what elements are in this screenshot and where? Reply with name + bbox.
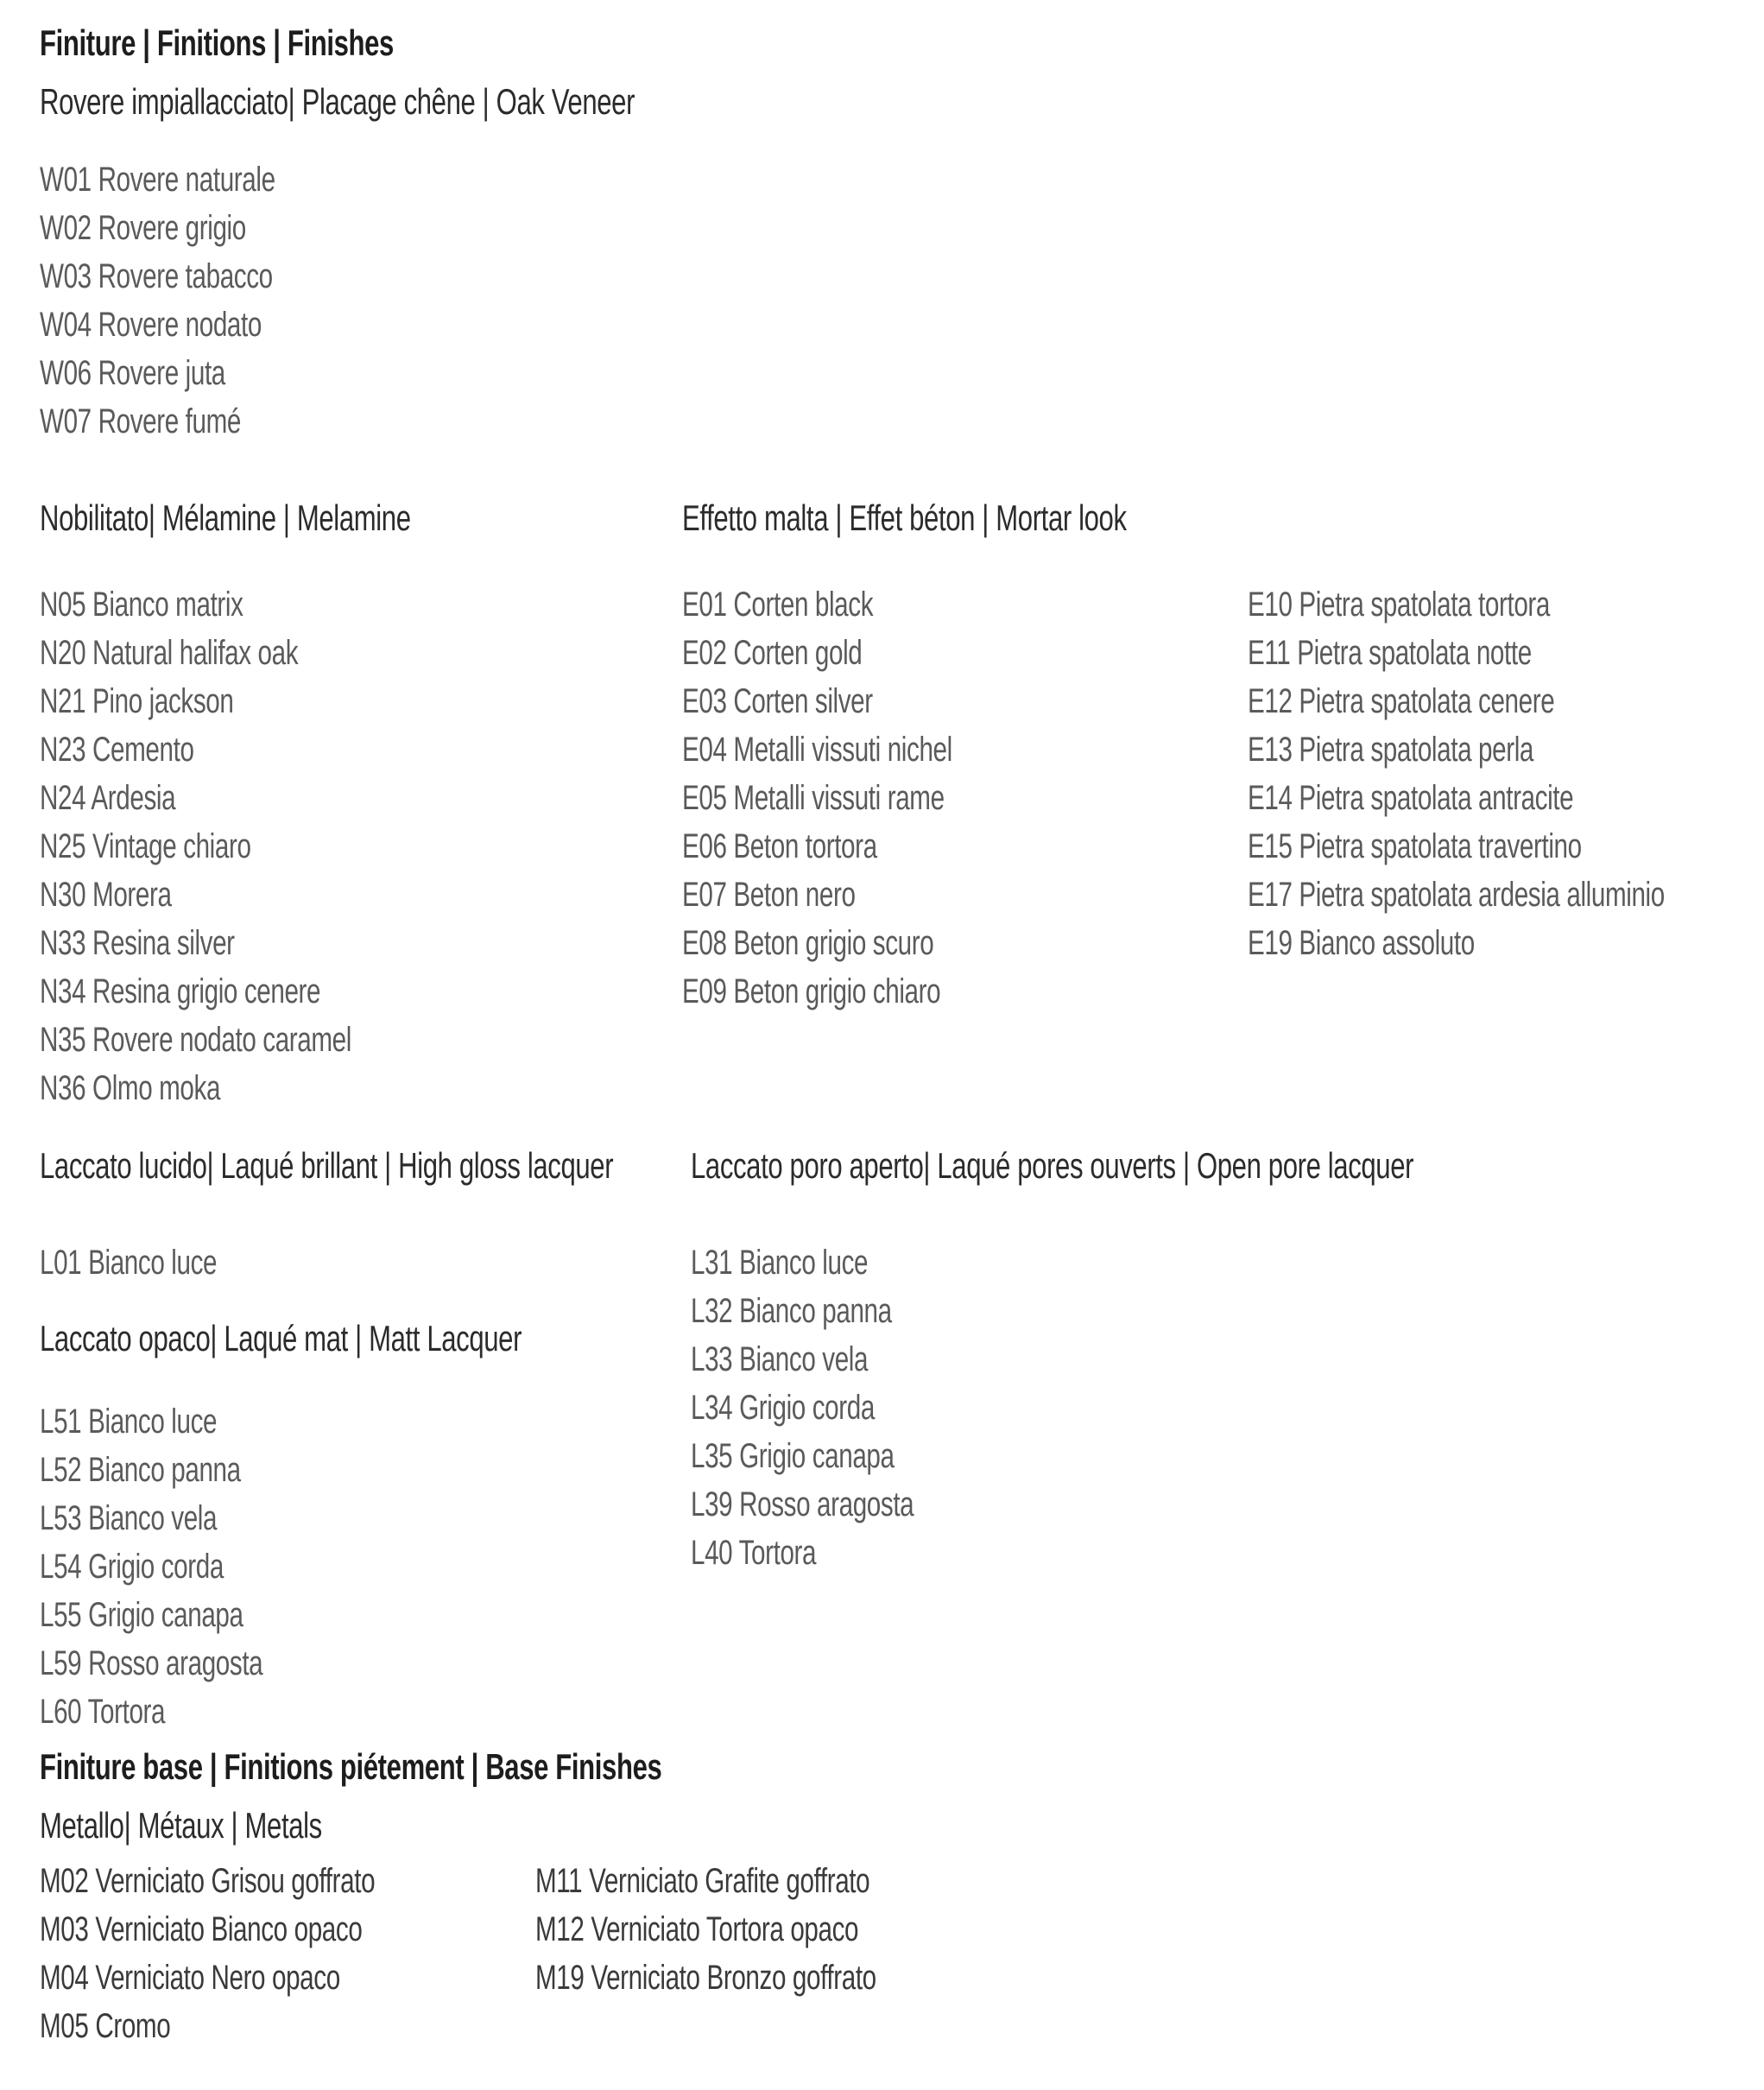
- finish-item: L52 Bianco panna: [40, 1451, 241, 1489]
- finish-item: W04 Rovere nodato: [40, 306, 262, 344]
- finish-item: E04 Metalli vissuti nichel: [682, 731, 952, 769]
- finish-item: E12 Pietra spatolata cenere: [1248, 682, 1555, 720]
- finish-item: N05 Bianco matrix: [40, 586, 243, 624]
- finish-item: N20 Natural halifax oak: [40, 634, 299, 672]
- finish-item: L53 Bianco vela: [40, 1499, 218, 1537]
- finish-item: N34 Resina grigio cenere: [40, 972, 321, 1010]
- open-pore-lacquer-header: Laccato poro aperto| Laqué pores ouverts | Open pore lacquer: [691, 1145, 1414, 1186]
- finish-item: W03 Rovere tabacco: [40, 257, 273, 295]
- finish-item: W07 Rovere fumé: [40, 402, 241, 440]
- finish-item: N30 Morera: [40, 876, 172, 914]
- finish-item: M04 Verniciato Nero opaco: [40, 1959, 340, 1997]
- finish-item: M02 Verniciato Grisou goffrato: [40, 1862, 376, 1900]
- finish-item: E11 Pietra spatolata notte: [1248, 634, 1532, 672]
- finish-item: L54 Grigio corda: [40, 1548, 224, 1586]
- finish-item: N25 Vintage chiaro: [40, 827, 251, 865]
- finish-item: M11 Verniciato Grafite goffrato: [535, 1862, 870, 1900]
- finish-item: N21 Pino jackson: [40, 682, 234, 720]
- finish-item: L59 Rosso aragosta: [40, 1644, 263, 1682]
- finish-item: N23 Cemento: [40, 731, 194, 769]
- high-gloss-lacquer-list: [40, 1238, 279, 1287]
- finish-item: N36 Olmo moka: [40, 1069, 221, 1107]
- base-finishes-title: Finiture base | Finitions piétement | Base Finishes: [40, 1746, 662, 1787]
- finish-item: L34 Grigio corda: [691, 1389, 875, 1427]
- finish-item: E01 Corten black: [682, 586, 874, 624]
- finish-item: L55 Grigio canapa: [40, 1596, 243, 1634]
- finish-item: E09 Beton grigio chiaro: [682, 972, 941, 1010]
- finish-item: W01 Rovere naturale: [40, 161, 275, 199]
- finish-item: M19 Verniciato Bronzo goffrato: [535, 1959, 876, 1997]
- open-pore-lacquer-list: [691, 1238, 992, 1577]
- finish-item: L60 Tortora: [40, 1693, 166, 1731]
- finish-item: E08 Beton grigio scuro: [682, 924, 934, 962]
- matt-lacquer-header: Laccato opaco| Laqué mat | Matt Lacquer: [40, 1318, 522, 1358]
- finish-item: E07 Beton nero: [682, 876, 856, 914]
- mortar-look-list-col1: [682, 580, 1047, 1016]
- finish-item: E06 Beton tortora: [682, 827, 877, 865]
- matt-lacquer-list: [40, 1397, 341, 1736]
- finish-item: L51 Bianco luce: [40, 1403, 218, 1441]
- finish-item: L35 Grigio canapa: [691, 1437, 895, 1475]
- finish-item: E10 Pietra spatolata tortora: [1248, 586, 1550, 624]
- finish-item: M05 Cromo: [40, 2007, 171, 2045]
- melamine-list: [40, 580, 461, 1112]
- finish-item: W06 Rovere juta: [40, 354, 225, 392]
- finish-item: L39 Rosso aragosta: [691, 1485, 914, 1523]
- metals-list-col2: [535, 1857, 996, 2002]
- finish-item: M03 Verniciato Bianco opaco: [40, 1910, 363, 1948]
- finish-item: W02 Rovere grigio: [40, 209, 246, 247]
- finish-item: E15 Pietra spatolata travertino: [1248, 827, 1582, 865]
- finish-item: E17 Pietra spatolata ardesia alluminio: [1248, 876, 1665, 914]
- finish-item: L32 Bianco panna: [691, 1292, 892, 1330]
- high-gloss-lacquer-header: Laccato lucido| Laqué brillant | High gloss lacquer: [40, 1145, 614, 1186]
- finish-item: M12 Verniciato Tortora opaco: [535, 1910, 859, 1948]
- finish-item: E02 Corten gold: [682, 634, 863, 672]
- page-title: Finiture | Finitions | Finishes: [40, 22, 394, 63]
- oak-veneer-header: Rovere impiallacciato| Placage chêne | Oak Veneer: [40, 81, 635, 122]
- finish-item: L33 Bianco vela: [691, 1340, 869, 1378]
- oak-veneer-list: [40, 155, 357, 446]
- finish-item: N24 Ardesia: [40, 779, 176, 817]
- mortar-look-header: Effetto malta | Effet béton | Mortar look: [682, 497, 1127, 538]
- finish-item: E03 Corten silver: [682, 682, 873, 720]
- finish-item: N33 Resina silver: [40, 924, 235, 962]
- finish-item: L40 Tortora: [691, 1534, 817, 1572]
- finish-item: L31 Bianco luce: [691, 1244, 869, 1282]
- metals-list-col1: [40, 1857, 493, 2050]
- melamine-header: Nobilitato| Mélamine | Melamine: [40, 497, 411, 538]
- metals-header: Metallo| Métaux | Metals: [40, 1805, 322, 1846]
- finish-item: E14 Pietra spatolata antracite: [1248, 779, 1574, 817]
- finish-item: E19 Bianco assoluto: [1248, 924, 1475, 962]
- finish-item: N35 Rovere nodato caramel: [40, 1021, 351, 1059]
- finish-item: E05 Metalli vissuti rame: [682, 779, 945, 817]
- finish-item: L01 Bianco luce: [40, 1244, 218, 1282]
- mortar-look-list-col2: [1248, 580, 1764, 967]
- finish-item: E13 Pietra spatolata perla: [1248, 731, 1533, 769]
